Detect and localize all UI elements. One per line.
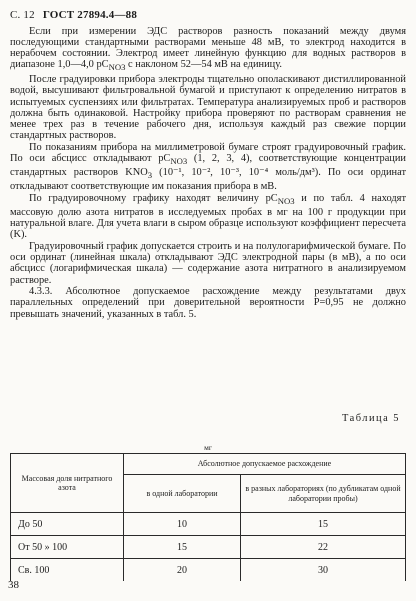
table-row: От 50 » 100 15 22 <box>11 536 406 559</box>
standard-title: ГОСТ 27894.4—88 <box>42 9 138 21</box>
paragraph-4: По градуировочному графику находят величину $pC_{NO3}$ и по табл. 4 находят массовую долю азота нитратов в исследуемых пробах в мг на 100 г продукции при натуральной влаге. Для учета влаги в сыром образце используют коэффициент пересчета (K). <box>10 192 406 241</box>
page-header <box>10 9 137 21</box>
page-number: 38 <box>8 579 19 591</box>
page-ref: С. 12 <box>10 9 35 21</box>
body-text <box>10 26 406 320</box>
paragraph-3: По показаниям прибора на миллиметровой бумаге строят градуировочный график. По оси абсцисс откладывают $pC_{NO3}$ (1, 2, 3, 4), соответствующие концентрации стандартных растворов $KNO_3$ (10⁻¹, 10⁻², 10⁻³, 10⁻⁴ моль/дм³). По оси ординат откладывают соответствующие им показания прибора в мВ. <box>10 141 406 193</box>
table-row: До 50 10 15 <box>11 513 406 536</box>
col-header-diff-labs: в разных лабораториях (по дубликатам одной лаборатории пробы) <box>241 475 406 513</box>
table-row: Св. 100 20 30 <box>11 559 406 582</box>
col-header-one-lab: в одной лаборатории <box>124 475 241 513</box>
col-header-mass-fraction: Массовая доля нитратного азота <box>11 454 124 513</box>
paragraph-2: После градуировки прибора электроды тщательно ополаскивают дистиллированной водой, высушивают фильтровальной бумагой и приступают к определению нитратов в испытуемых суспензиях или фильтратах. Температура анализируемых проб и растворов должна быть одинаковой. Настройку прибора проверяют по растворам сравнения не менее трех раз в течение рабочего дня, используя каждый раз свежие порции стандартных растворов. <box>10 74 406 141</box>
paragraph-5: Градуировочный график допускается строить и на полулогарифмической бумаге. По оси ординат (линейная шкала) откладывают ЭДС электродной пары (в мВ), а по оси абсцисс (логарифмическая шкала) — содержание азота нитратного в анализируемом растворе. <box>10 241 406 286</box>
group-header-deviation: Абсолютное допускаемое расхождение <box>124 454 406 475</box>
table-5 <box>10 453 406 581</box>
table-unit: мг <box>204 443 212 452</box>
paragraph-1: Если при измерении ЭДС растворов разность показаний между двумя последующими стандартными растворами меньше 48 мВ, то электрод находится в нерабочем состоянии. Электрод имеет линейную функцию для водных растворов в диапазоне 1,0—4,0 $pC_{NO3}$ с наклоном 52—54 мВ на единицу. <box>10 26 406 73</box>
paragraph-6: 4.3.3. Абсолютное допускаемое расхождение между результатами двух параллельных определений при доверительной вероятности P=0,95 не должно превышать значений, указанных в табл. 5. <box>10 286 406 320</box>
table-caption: Таблица 5 <box>342 413 400 424</box>
